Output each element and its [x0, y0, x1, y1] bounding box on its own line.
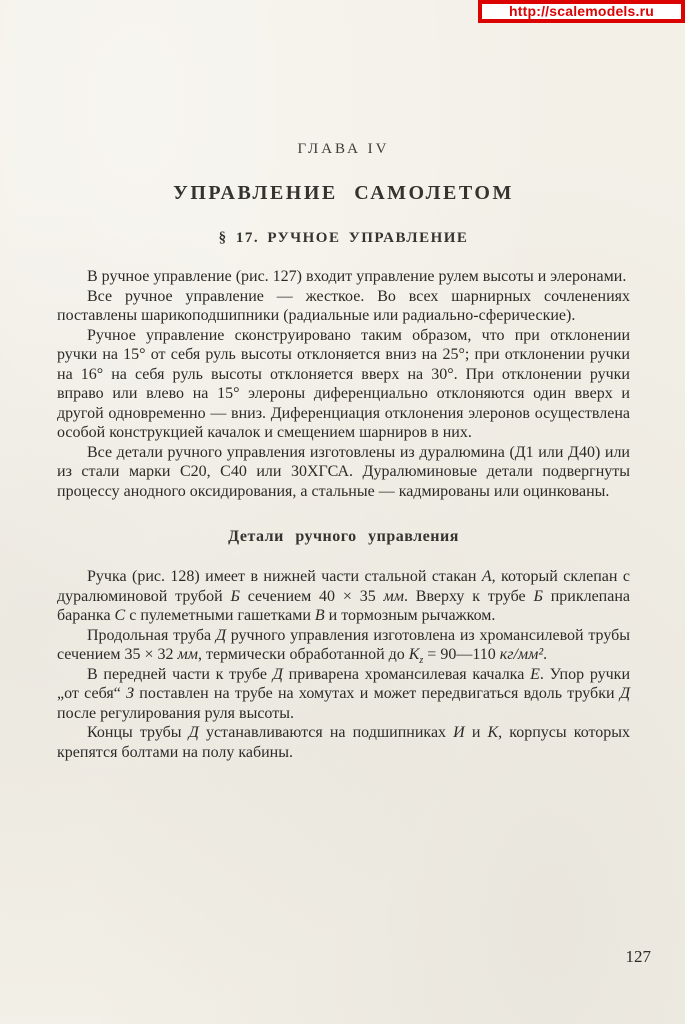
paragraph: Концы трубы Д устанавливаются на подшипниках И и К, корпусы которых крепятся болтами на полу кабины.: [57, 724, 631, 761]
subheading: Детали ручного управления: [228, 528, 459, 545]
paragraph: В ручное управление (рис. 127) входит управление рулем высоты и элеронами.: [87, 268, 627, 285]
page-number: 127: [625, 947, 651, 966]
section-heading: § 17. РУЧНОЕ УПРАВЛЕНИЕ: [218, 230, 469, 246]
page-content: [57, 141, 630, 762]
chapter-kicker: ГЛАВА IV: [297, 141, 390, 157]
chapter-title: УПРАВЛЕНИЕ САМОЛЕТОМ: [173, 182, 514, 204]
paragraph: В передней части к трубе Д приварена хромансилевая качалка Е. Упор ручки „от себя“ З поставлен на трубе на хомутах и может передвигаться вдоль трубки Д после регулирования руля высоты.: [57, 665, 631, 722]
watermark-banner[interactable]: [478, 0, 685, 23]
paragraph: Ручка (рис. 128) имеет в нижней части стальной стакан А, который склепан с дуралюминовой трубой Б сечением 40 × 35 мм. Вверху к трубе Б приклепана баранка С с пулеметными гашетками В и тормозным рычажком.: [57, 568, 631, 624]
paragraph: Ручное управление сконструировано таким образом, что при отклонении ручки на 15° от себя руль высоты отклоняется вниз на 25°; при отклонении ручки на 16° на себя руль высоты отклоняется вверх на 30°. При отклонении ручки вправо или влево на 15° элероны диференциально отклоняются один вверх и другой одновременно — вниз. Диференциация отклонения элеронов осуществлена особой конструкцией качалок и смещением шарниров в них.: [57, 326, 630, 441]
paragraph: Продольная труба Д ручного управления изготовлена из хромансилевой трубы сечением 35 × 32 мм, термически обработанной до $К_z$ = 90—110 кг/мм².: [57, 626, 630, 667]
paragraph: Все детали ручного управления изготовлены из дуралюмина (Д1 или Д40) или из стали марки С20, С40 или 30ХГСА. Дуралюминовые детали подвергнуты процессу анодного оксидирования, а стальные — кадмированы или оцинкованы.: [57, 443, 630, 500]
paragraph: Все ручное управление — жесткое. Во всех шарнирных сочленениях поставлены шарикоподшипники (радиальные или радиально-сферические).: [57, 287, 630, 324]
watermark-url[interactable]: http://scalemodels.ru: [508, 3, 654, 19]
detail-paragraphs: [57, 567, 630, 762]
intro-paragraphs: [57, 267, 630, 501]
